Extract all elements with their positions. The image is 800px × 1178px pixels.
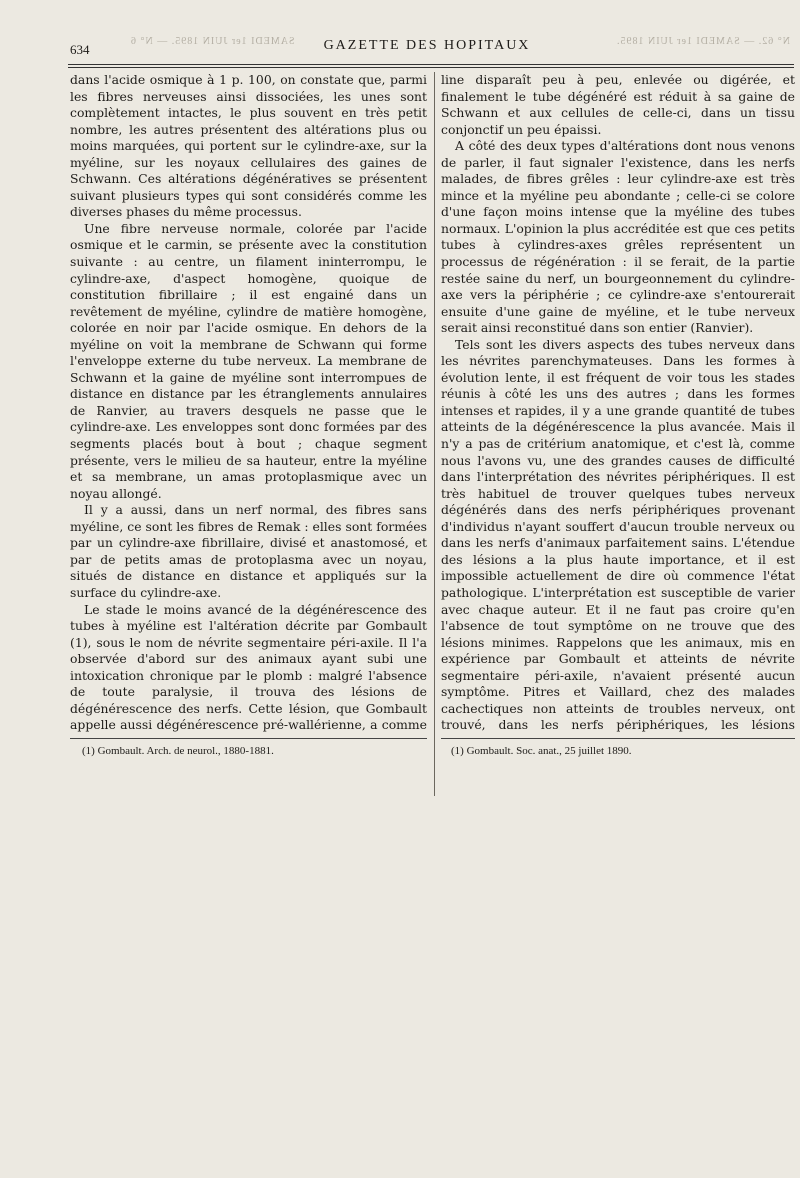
paragraph: Tels sont les divers aspects des tubes nerveux dans les névrites parenchymateuses. Dans les formes à évolution lente, il est fréquent de voir tous les stades réunis à côté les uns des autres ; dans les formes intenses et rapides, il y a une grande quantité de tubes atteints de la dégénérescence la plus avancée. Mais il n'y a pas de critérium anatomique, et c'est là, comme nous l'avons vu, une des grandes causes de difficulté dans l'interprétation des névrites périphériques. Il est très habituel de trouver quelques tubes nerveux dégénérés dans des nerfs périphériques provenant d'individus n'ayant souffert d'aucun trouble nerveux ou dans les nerfs d'animaux parfaitement sains. L'étendue des lésions a la plus haute importance, et il est impossible actuellement de dire où commence l'état pathologique. L'interprétation est susceptible de varier avec chaque auteur. Et il ne faut pas croire qu'en l'absence de tout symptôme on ne trouve que des lésions minimes. Rappelons que les animaux, mis en expérience par Gombault et atteints de névrite segmentaire péri-axile, n'avaient présenté aucun symptôme. Pitres et Vaillard, chez des malades cachectiques non atteints de troubles nerveux, ont trouvé, dans les nerfs périphériques, les lésions (441, 336, 795, 733)
footnote-right: (1) Gombault. Soc. anat., 25 juillet 1890. (451, 745, 632, 757)
paragraph: A côté des deux types d'altérations dont nous venons de parler, il faut signaler l'existence, dans les nerfs malades, de fibres grêles : leur cylindre-axe est très mince et la myéline peu abondante ; celle-ci se colore d'une façon moins intense que la myéline des tubes normaux. L'opinion la plus accréditée est que ces petits tubes à cylindres-axes grêles représentent un processus de régénération : il se ferait, de la partie restée saine du nerf, un bourgeonnement du cylindre-axe vers la périphérie ; ce cylindre-axe s'entourerait ensuite d'une gaine de myéline, et le tube nerveux serait ainsi reconstitué dans son entier (Ranvier). (441, 138, 795, 336)
paragraph: Une fibre nerveuse normale, colorée par l'acide osmique et le carmin, se présente avec la constitution suivante : au centre, un filament ininterrompu, le cylindre-axe, d'aspect homogène, quoique de constitution fibrillaire ; il est engainé dans un revêtement de myéline, cylindre de matière homogène, colorée en noir par l'acide osmique. En dehors de la myéline on voit la membrane de Schwann qui forme l'enveloppe externe du tube nerveux. La membrane de Schwann et la gaine de myéline sont interrompues de distance en distance par les étranglements annulaires de Ranvier, au travers desquels ne passe que le cylindre-axe. Les enveloppes sont donc formées par des segments placés bout à bout ; chaque segment présente, vers le milieu de sa hauteur, entre la myéline et sa membrane, un amas protoplasmique avec un noyau allongé. (70, 220, 427, 501)
footnote-left: (1) Gombault. Arch. de neurol., 1880-1881. (82, 745, 274, 757)
column-divider (434, 72, 435, 796)
right-column (441, 72, 795, 734)
header-rule-top (68, 64, 794, 65)
journal-title: GAZETTE DES HOPITAUX (323, 38, 531, 53)
footnote-rule-right (441, 738, 795, 739)
paragraph: line disparaît peu à peu, enlevée ou digérée, et finalement le tube dégénéré est réduit à sa gaine de Schwann et aux cellules de celle-ci, dans un tissu conjonctif un peu épaissi. (441, 72, 795, 137)
footnote-rule-left (70, 738, 427, 739)
paragraph: Le stade le moins avancé de la dégénérescence des tubes à myéline est l'altération décrite par Gombault (1), sous le nom de névrite segmentaire péri-axile. Il l'a observée d'abord sur des animaux ayant subi une intoxication chronique par le plomb : malgré l'absence de toute paralysie, il trouva des lésions de dégénérescence des nerfs. Cette lésion, que Gombault appelle aussi dégénérescence pré-wallérienne, a comme (70, 601, 427, 733)
paragraph: Il y a aussi, dans un nerf normal, des fibres sans myéline, ce sont les fibres de Remak : elles sont formées par un cylindre-axe fibrillaire, divisé et anastomosé, et par de petits amas de protoplasma avec un noyau, situés de distance en distance et appliqués sur la surface du cylindre-axe. (70, 502, 427, 600)
header-rule-bottom (68, 67, 794, 68)
blank-margin (0, 800, 800, 1178)
bleed-through-text-right: N° 62. — SAMEDI 1er JUIN 1895. (616, 36, 790, 47)
left-column (70, 72, 427, 734)
page-header (60, 34, 794, 60)
bleed-through-text-left: SAMEDI 1er JUIN 1895. — N° 6 (130, 36, 295, 47)
page-number: 634 (70, 42, 90, 57)
paragraph: dans l'acide osmique à 1 p. 100, on constate que, parmi les fibres nerveuses ainsi dissociées, les unes sont complètement intactes, le plus souvent en très petit nombre, les autres présentent des altérations plus ou moins marquées, qui portent sur le cylindre-axe, sur la myéline, sur les noyaux cellulaires des gaines de Schwann. Ces altérations dégénératives se présentent suivant plusieurs types qui sont considérés comme les diverses phases du même processus. (70, 72, 427, 220)
